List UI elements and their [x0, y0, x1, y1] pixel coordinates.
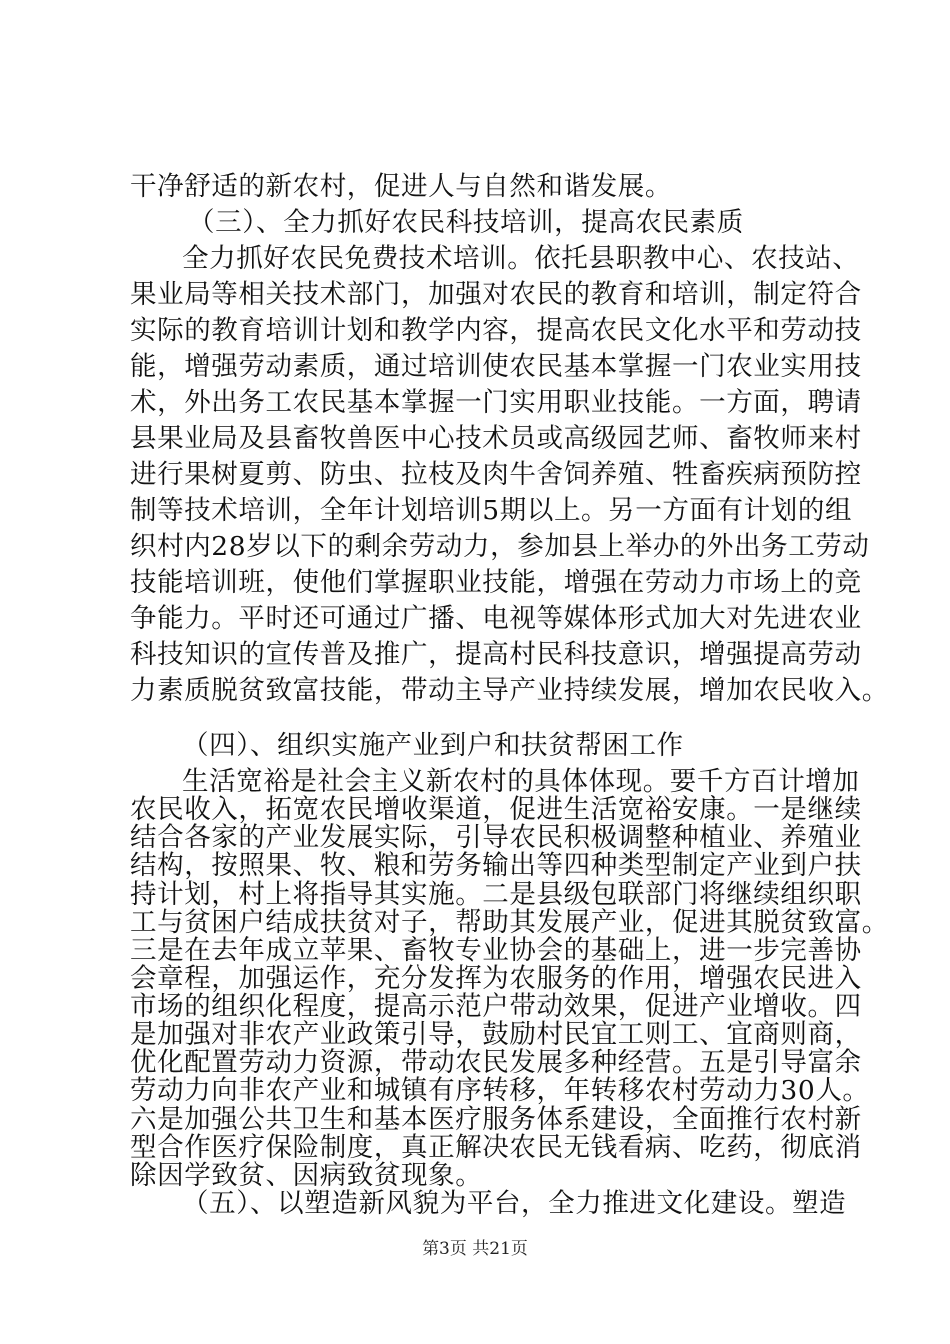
paragraph-line: 农民收入，拓宽农民增收渠道，促进生活宽裕安康。一是继续 — [130, 794, 862, 826]
paragraph-line: 县果业局及县畜牧兽医中心技术员或高级园艺师、畜牧师来村 — [130, 423, 862, 454]
paragraph-line: 型合作医疗保险制度，真正解决农民无钱看病、吃药，彻底消 — [130, 1131, 862, 1163]
paragraph-line: 结构，按照果、牧、粮和劳务输出等四种类型制定产业到户扶 — [130, 850, 862, 882]
paragraph-line: 果业局等相关技术部门，加强对农民的教育和培训，制定符合 — [130, 279, 862, 310]
paragraph-line: 进行果树夏剪、防虫、拉枝及肉牛舍饲养殖、牲畜疾病预防控 — [130, 459, 862, 490]
paragraph-line: 劳动力向非农产业和城镇有序转移，年转移农村劳动力30人。 — [130, 1075, 870, 1107]
section-heading-4: （四）、组织实施产业到户和扶贫帮困工作 — [182, 730, 684, 761]
paragraph-line: 制等技术培训，全年计划培训5期以上。另一方面有计划的组 — [130, 495, 853, 526]
paragraph-line: 是加强对非农产业政策引导，鼓励村民宜工则工、宜商则商， — [130, 1019, 862, 1051]
paragraph-line: 三是在去年成立苹果、畜牧专业协会的基础上，进一步完善协 — [130, 934, 862, 966]
paragraph-line: 力素质脱贫致富技能，带动主导产业持续发展，增加农民收入。 — [130, 675, 889, 706]
paragraph-line: 织村内28岁以下的剩余劳动力，参加县上举办的外出务工劳动 — [130, 531, 870, 562]
paragraph-line: 实际的教育培训计划和教学内容，提高农民文化水平和劳动技 — [130, 315, 862, 346]
section-heading-5: （五）、以塑造新风貌为平台，全力推进文化建设。塑造 — [182, 1188, 847, 1219]
paragraph-line: 生活宽裕是社会主义新农村的具体体现。要千方百计增加 — [182, 766, 860, 797]
section-heading-3: （三）、全力抓好农民科技培训，提高农民素质 — [188, 207, 744, 238]
paragraph-line: 工与贫困户结成扶贫对子，帮助其发展产业，促进其脱贫致富。 — [130, 906, 889, 938]
paragraph-line: 争能力。平时还可通过广播、电视等媒体形式加大对先进农业 — [130, 603, 862, 634]
paragraph-line: 市场的组织化程度，提高示范户带动效果，促进产业增收。四 — [130, 991, 862, 1023]
paragraph-line: 持计划，村上将指导其实施。二是县级包联部门将继续组织职 — [130, 878, 862, 910]
paragraph-line: 结合各家的产业发展实际，引导农民积极调整种植业、养殖业 — [130, 822, 862, 854]
paragraph-line: 优化配置劳动力资源，带动农民发展多种经营。五是引导富余 — [130, 1047, 862, 1079]
page-number-footer: 第3页 共21页 — [422, 1239, 528, 1259]
paragraph-line: 术，外出务工农民基本掌握一门实用职业技能。一方面，聘请 — [130, 387, 862, 418]
paragraph-line: 全力抓好农民免费技术培训。依托县职教中心、农技站、 — [182, 243, 860, 274]
paragraph-line: 六是加强公共卫生和基本医疗服务体系建设，全面推行农村新 — [130, 1103, 862, 1135]
paragraph-line: 除因学致贫、因病致贫现象。 — [130, 1159, 483, 1191]
paragraph-line: 干净舒适的新农村，促进人与自然和谐发展。 — [130, 171, 672, 202]
paragraph-line: 科技知识的宣传普及推广，提高村民科技意识，增强提高劳动 — [130, 639, 862, 670]
paragraph-line: 会章程，加强运作，充分发挥为农服务的作用，增强农民进入 — [130, 962, 862, 994]
paragraph-line: 能，增强劳动素质，通过培训使农民基本掌握一门农业实用技 — [130, 351, 862, 382]
paragraph-line: 技能培训班，使他们掌握职业技能，增强在劳动力市场上的竞 — [130, 567, 862, 598]
